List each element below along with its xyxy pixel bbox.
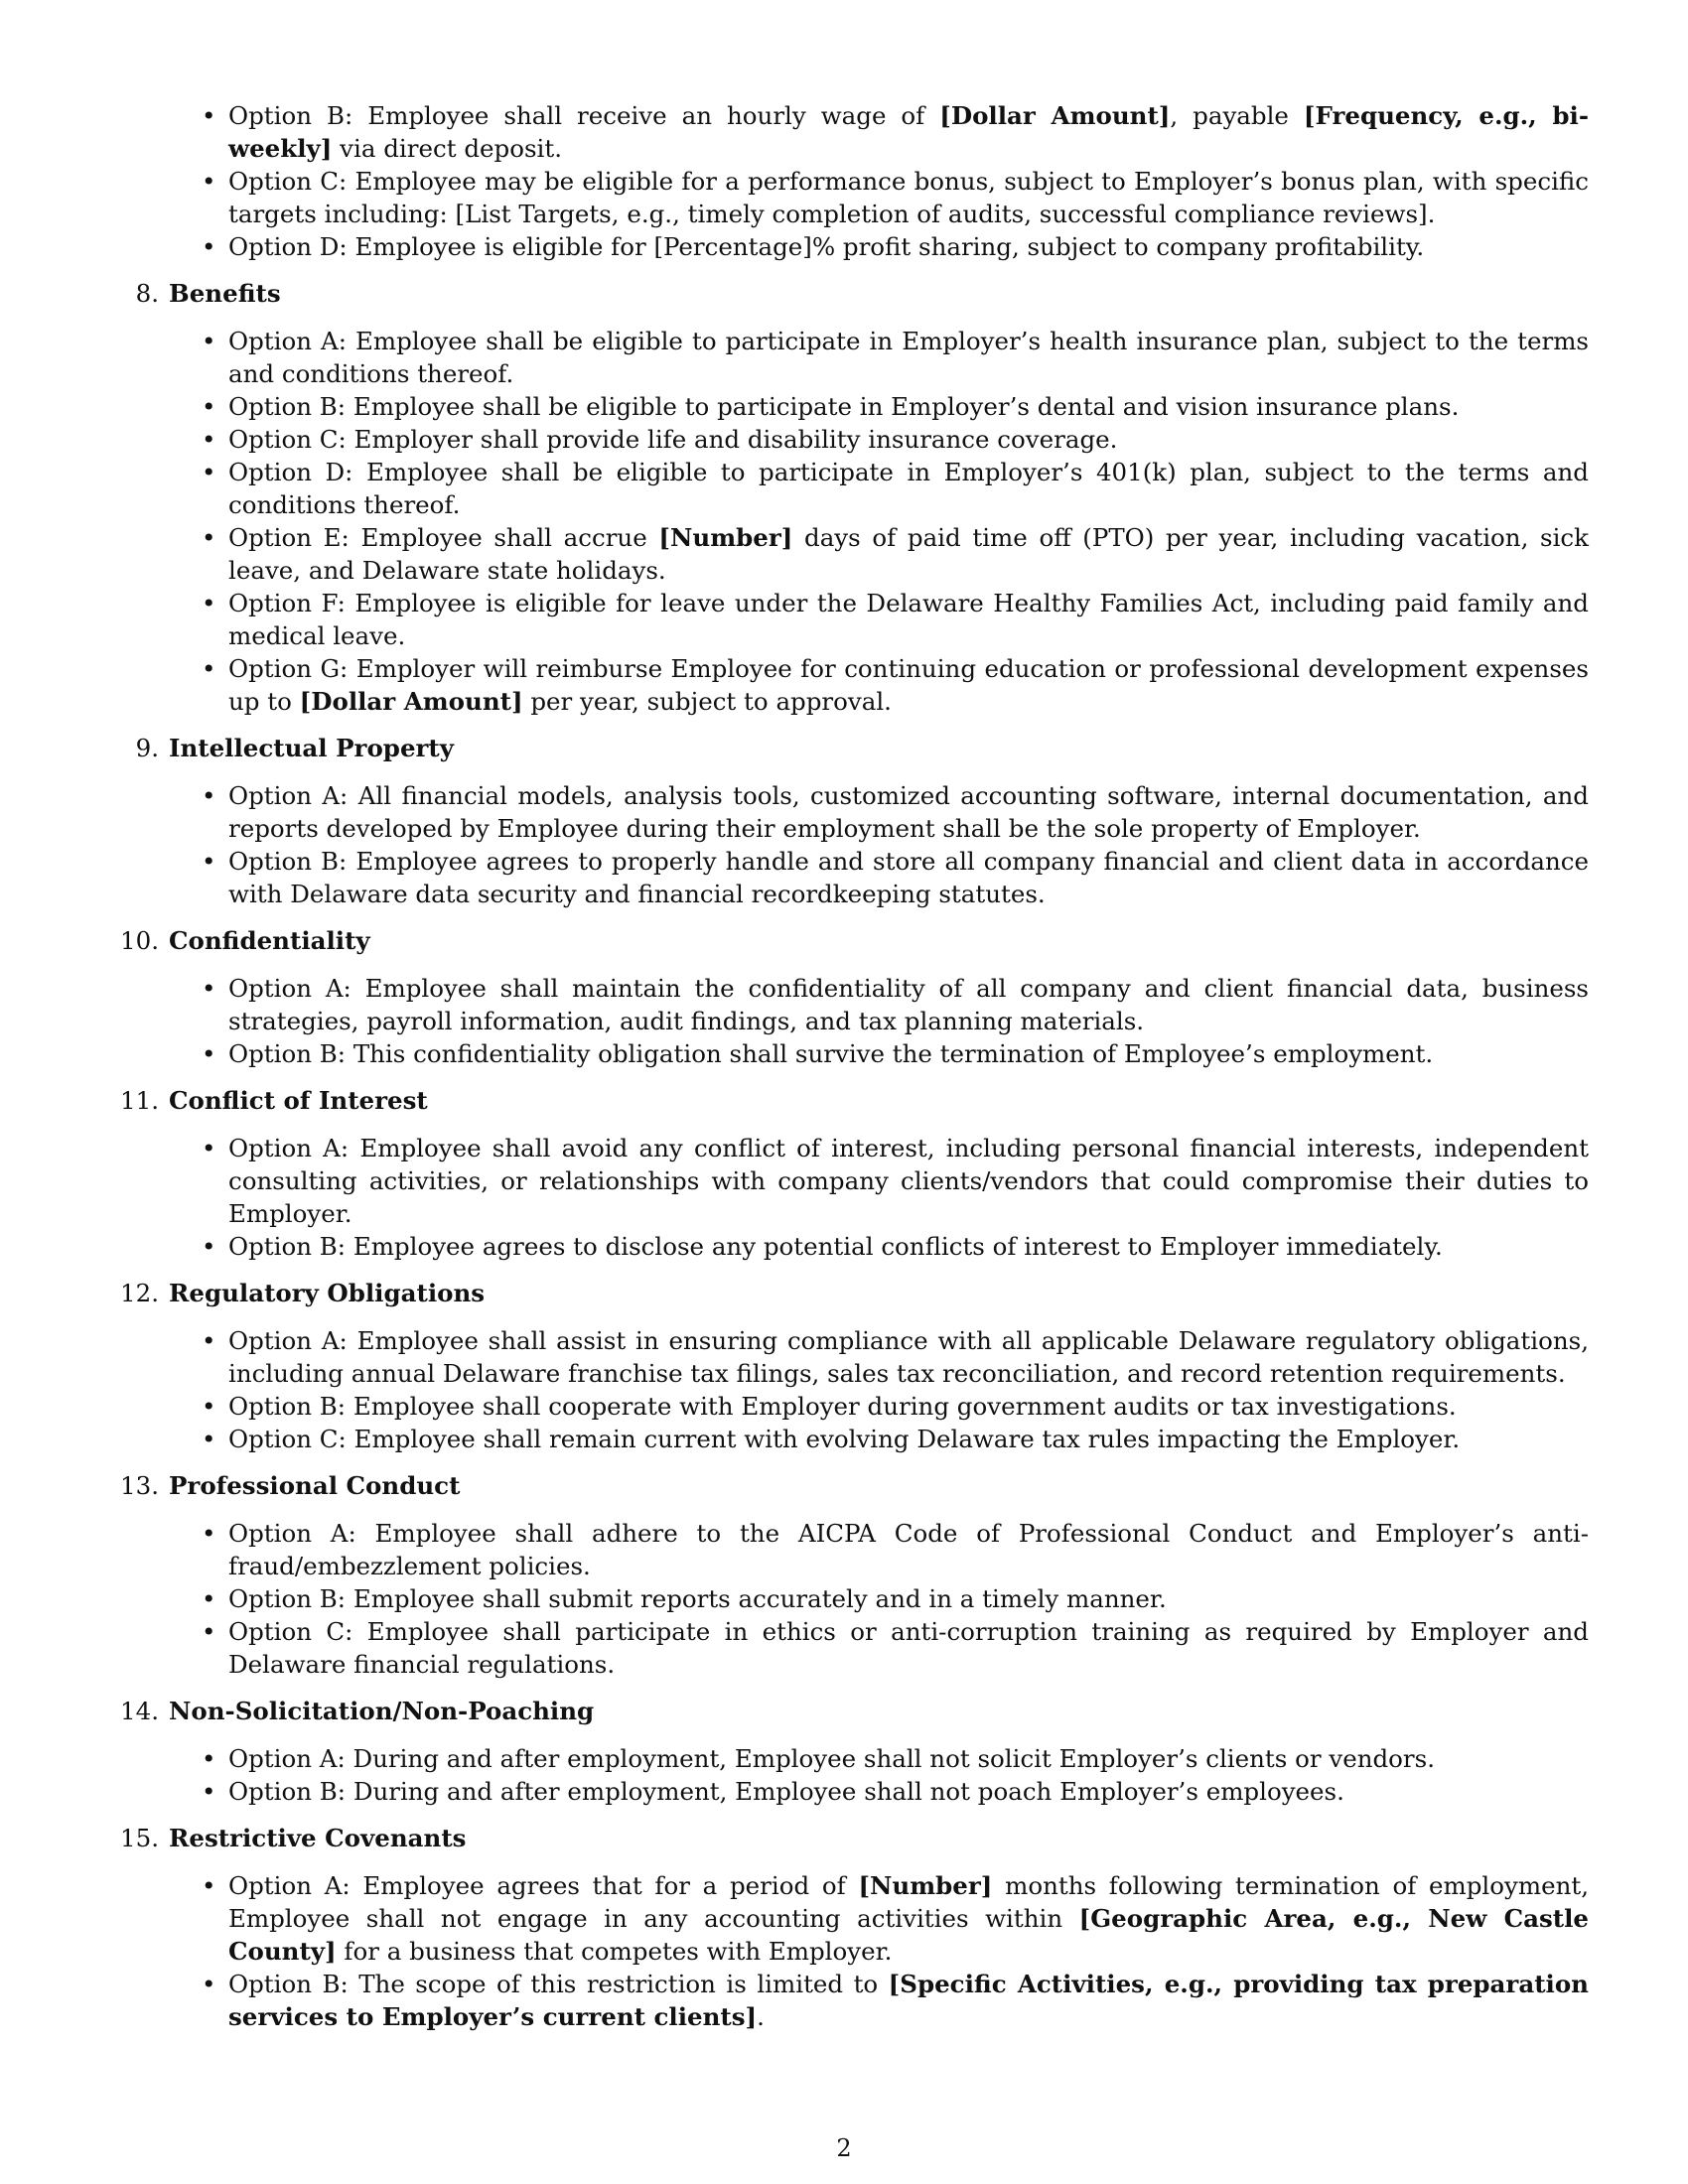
section-number: 9. xyxy=(135,734,159,762)
section-conflict-of-interest xyxy=(120,1084,1589,1263)
section-non-solicitation xyxy=(120,1695,1589,1808)
section-heading xyxy=(120,1822,1589,1854)
list-item: • Option C: Employee may be eligible for a performance bonus, subject to Employer’s bonus plan, with specific targets including: [List Targets, e.g., timely completion of audits, successful compliance reviews]. xyxy=(228,165,1589,230)
list-item: • Option A: Employee shall avoid any conflict of interest, including personal financial interests, independent consulting activities, or relationships with company clients/vendors that could compromise their duties to Employer. xyxy=(228,1132,1589,1230)
conflict-options-list xyxy=(129,1132,1589,1263)
section-benefits xyxy=(129,277,1589,718)
non-solicitation-options-list xyxy=(129,1742,1589,1808)
list-item: • Option A: Employee agrees that for a period of [Number] months following termination of employment, Employee shall not engage in any accounting activities within [Geographic Area, e.g., New Castle County] for a business that competes with Employer. xyxy=(228,1869,1589,1968)
section-regulatory-obligations xyxy=(120,1277,1589,1455)
list-item: • Option B: This confidentiality obligation shall survive the termination of Employee’s employment. xyxy=(228,1037,1589,1070)
list-item: • Option B: Employee shall be eligible to participate in Employer’s dental and vision insurance plans. xyxy=(228,390,1589,423)
section-heading xyxy=(120,924,1589,957)
section-title: Conflict of Interest xyxy=(169,1086,428,1115)
section-restrictive-covenants xyxy=(120,1822,1589,2033)
regulatory-options-list xyxy=(129,1324,1589,1455)
ip-options-list xyxy=(129,779,1589,910)
benefits-options-list xyxy=(129,325,1589,718)
section-confidentiality xyxy=(120,924,1589,1070)
list-item: • Option G: Employer will reimburse Employee for continuing education or professional development expenses up to [Dollar Amount] per year, subject to approval. xyxy=(228,652,1589,718)
list-item: • Option B: Employee agrees to properly handle and store all company financial and client data in accordance with Delaware data security and financial recordkeeping statutes. xyxy=(228,845,1589,910)
section-intellectual-property xyxy=(129,732,1589,910)
section-title: Confidentiality xyxy=(169,926,370,955)
list-item: • Option F: Employee is eligible for leave under the Delaware Healthy Families Act, including paid family and medical leave. xyxy=(228,587,1589,652)
list-item: • Option A: Employee shall be eligible to participate in Employer’s health insurance plan, subject to the terms and conditions thereof. xyxy=(228,325,1589,390)
list-item: • Option A: During and after employment, Employee shall not solicit Employer’s clients or vendors. xyxy=(228,1742,1589,1775)
section-number: 11. xyxy=(120,1086,159,1115)
section-heading xyxy=(129,277,1589,310)
section-title: Regulatory Obligations xyxy=(169,1279,486,1307)
compensation-options-list xyxy=(129,99,1589,263)
section-heading xyxy=(129,732,1589,764)
covenants-options-list xyxy=(129,1869,1589,2033)
list-item: • Option D: Employee shall be eligible to participate in Employer’s 401(k) plan, subject to the terms and conditions thereof. xyxy=(228,456,1589,521)
section-title: Professional Conduct xyxy=(169,1471,461,1500)
confidentiality-options-list xyxy=(129,972,1589,1070)
list-item: • Option A: Employee shall maintain the confidentiality of all company and client financial data, business strategies, payroll information, audit findings, and tax planning materials. xyxy=(228,972,1589,1037)
list-item: • Option B: The scope of this restriction is limited to [Specific Activities, e.g., providing tax preparation services to Employer’s current clients]. xyxy=(228,1968,1589,2033)
section-number: 12. xyxy=(120,1279,159,1307)
list-item: • Option C: Employee shall remain current with evolving Delaware tax rules impacting the Employer. xyxy=(228,1423,1589,1455)
section-number: 10. xyxy=(120,926,159,955)
section-professional-conduct xyxy=(120,1469,1589,1681)
section-number: 8. xyxy=(135,279,159,308)
list-item: • Option B: During and after employment, Employee shall not poach Employer’s employees. xyxy=(228,1775,1589,1808)
section-title: Benefits xyxy=(169,279,281,308)
section-title: Non-Solicitation/Non-Poaching xyxy=(169,1697,595,1725)
list-item: • Option C: Employer shall provide life and disability insurance coverage. xyxy=(228,423,1589,456)
section-heading xyxy=(120,1695,1589,1727)
list-item: • Option B: Employee shall submit reports accurately and in a timely manner. xyxy=(228,1582,1589,1615)
list-item: • Option A: All financial models, analysis tools, customized accounting software, internal documentation, and reports developed by Employee during their employment shall be the sole property of Employer. xyxy=(228,779,1589,845)
section-number: 14. xyxy=(120,1697,159,1725)
list-item: • Option A: Employee shall adhere to the AICPA Code of Professional Conduct and Employer’s anti-fraud/embezzlement policies. xyxy=(228,1517,1589,1582)
list-item: • Option A: Employee shall assist in ensuring compliance with all applicable Delaware regulatory obligations, including annual Delaware franchise tax filings, sales tax reconciliation, and record retention requirements. xyxy=(228,1324,1589,1390)
list-item: • Option B: Employee shall cooperate with Employer during government audits or tax investigations. xyxy=(228,1390,1589,1423)
list-item: • Option B: Employee shall receive an hourly wage of [Dollar Amount], payable [Frequency, e.g., bi-weekly] via direct deposit. xyxy=(228,99,1589,165)
section-title: Intellectual Property xyxy=(169,734,454,762)
section-title: Restrictive Covenants xyxy=(169,1824,467,1852)
list-item: • Option E: Employee shall accrue [Number] days of paid time off (PTO) per year, including vacation, sick leave, and Delaware state holidays. xyxy=(228,521,1589,587)
list-item: • Option C: Employee shall participate in ethics or anti-corruption training as required by Employer and Delaware financial regulations. xyxy=(228,1615,1589,1681)
section-number: 15. xyxy=(120,1824,159,1852)
document-body xyxy=(120,99,1590,2033)
conduct-options-list xyxy=(129,1517,1589,1681)
section-heading xyxy=(120,1469,1589,1502)
list-item: • Option B: Employee agrees to disclose any potential conflicts of interest to Employer immediately. xyxy=(228,1230,1589,1263)
list-item: • Option D: Employee is eligible for [Percentage]% profit sharing, subject to company profitability. xyxy=(228,230,1589,263)
section-heading xyxy=(120,1277,1589,1309)
section-heading xyxy=(120,1084,1589,1117)
page-number: 2 xyxy=(836,2134,852,2162)
section-number: 13. xyxy=(120,1471,159,1500)
